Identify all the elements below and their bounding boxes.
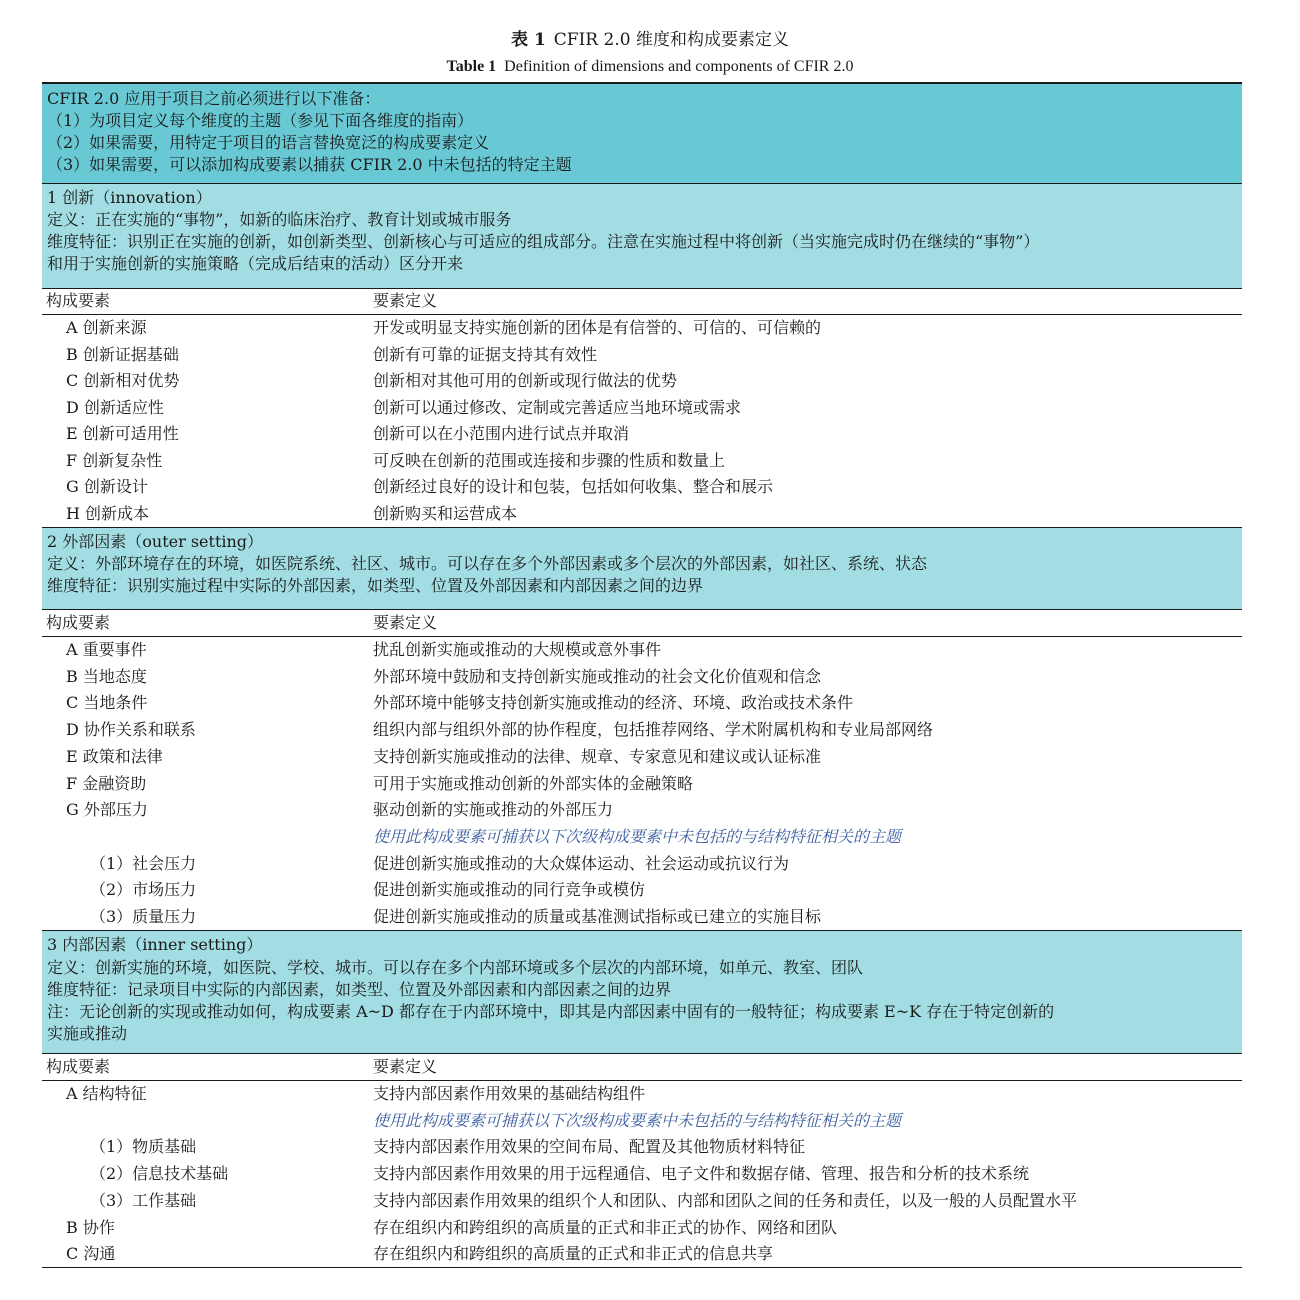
- table-row: [42, 1134, 1242, 1161]
- table-row: [42, 771, 1242, 798]
- preamble-line: CFIR 2.0 应用于项目之前必须进行以下准备：: [47, 89, 381, 108]
- column-header-definition: 要素定义: [373, 291, 438, 310]
- table-row: [42, 1241, 1242, 1268]
- definition-cell: 促进创新实施或推动的大众媒体运动、社会运动或抗议行为: [373, 853, 790, 873]
- definition-cell: 促进创新实施或推动的质量或基准测试指标或已建立的实施目标: [373, 907, 822, 926]
- component-cell: E 创新可适用性: [66, 424, 179, 443]
- table-row: [42, 448, 1242, 475]
- definition-cell: 支持创新实施或推动的法律、规章、专家意见和建议或认证标准: [373, 746, 822, 766]
- dimension-title: 1 创新（innovation）: [47, 188, 212, 207]
- definition-cell: 支持内部因素作用效果的空间布局、配置及其他物质材料特征: [373, 1137, 806, 1157]
- table-row: [42, 637, 1242, 664]
- definition-cell: 驱动创新的实施或推动的外部压力: [373, 800, 614, 820]
- table-row: [42, 1081, 1242, 1108]
- preamble-line: （1）为项目定义每个维度的主题（参见下面各维度的指南）: [47, 111, 474, 130]
- definition-cell: 支持内部因素作用效果的用于远程通信、电子文件和数据存储、管理、报告和分析的技术系统: [373, 1164, 1030, 1184]
- definition-cell: 支持内部因素作用效果的组织个人和团队、内部和团队之间的任务和责任，以及一般的人员配置水平: [373, 1190, 1078, 1210]
- table-row: [42, 744, 1242, 771]
- table-row: [42, 474, 1242, 501]
- table-row: [42, 315, 1242, 342]
- note-row: [42, 824, 1242, 851]
- definition-cell: 促进创新实施或推动的同行竞争或模仿: [373, 880, 646, 900]
- dimension-definition: 定义：创新实施的环境，如医院、学校、城市。可以存在多个内部环境或多个层次的内部环境，如单元、教室、团队: [47, 958, 864, 977]
- dimension-outer-setting: [42, 528, 1242, 609]
- dimension-feature: 维度特征：识别正在实施的创新，如创新类型、创新核心与可适应的组成部分。注意在实施过程中将创新（当实施完成时仍在继续的“事物”）: [47, 232, 1040, 251]
- table-row: [42, 342, 1242, 369]
- definition-cell: 创新可以通过修改、定制或完善适应当地环境或需求: [373, 397, 742, 417]
- column-header-row: [42, 1054, 1242, 1080]
- component-cell: A 创新来源: [66, 318, 147, 337]
- definition-cell: 创新相对其他可用的创新或现行做法的优势: [373, 371, 678, 390]
- definition-cell: 创新可以在小范围内进行试点并取消: [373, 424, 630, 443]
- table-label-zh: 表 1: [511, 30, 546, 50]
- table-title-en: Definition of dimensions and components of CFIR 2.0: [504, 58, 854, 75]
- component-cell: F 创新复杂性: [66, 450, 163, 470]
- table-row: [42, 877, 1242, 904]
- component-cell: A 重要事件: [66, 640, 147, 659]
- component-cell: （1）社会压力: [90, 853, 197, 873]
- table-row: [42, 851, 1242, 878]
- component-cell: G 外部压力: [66, 800, 148, 820]
- dimension-feature: 维度特征：记录项目中实际的内部因素，如类型、位置及外部因素和内部因素之间的边界: [47, 980, 672, 999]
- column-header-component: 构成要素: [46, 291, 111, 310]
- component-cell: （3）质量压力: [90, 907, 197, 926]
- component-cell: D 创新适应性: [66, 397, 164, 417]
- definition-cell: 组织内部与组织外部的协作程度，包括推荐网络、学术附属机构和专业局部网络: [373, 720, 934, 740]
- cfir-table: [42, 82, 1242, 1268]
- component-cell: （2）市场压力: [90, 880, 197, 900]
- component-cell: D 协作关系和联系: [66, 720, 196, 740]
- bottom-rule: [42, 1267, 1242, 1268]
- table-caption-en: [0, 55, 1300, 79]
- definition-cell: 外部环境中能够支持创新实施或推动的经济、环境、政治或技术条件: [373, 693, 854, 713]
- table-row: [42, 395, 1242, 422]
- table-row: [42, 797, 1242, 824]
- dimension-feature: 维度特征：识别实施过程中实际的外部因素，如类型、位置及外部因素和内部因素之间的边界: [47, 576, 704, 595]
- table-row: [42, 368, 1242, 395]
- definition-cell: 存在组织内和跨组织的高质量的正式和非正式的信息共享: [373, 1244, 774, 1264]
- table-caption-zh: [0, 28, 1300, 52]
- table-row: [42, 1215, 1242, 1242]
- definition-cell: 可反映在创新的范围或连接和步骤的性质和数量上: [373, 450, 726, 470]
- dimension-inner-setting: [42, 931, 1242, 1053]
- table-row: [42, 421, 1242, 448]
- table-title-zh: CFIR 2.0 维度和构成要素定义: [553, 30, 789, 50]
- dimension-definition: 定义：正在实施的“事物”，如新的临床治疗、教育计划或城市服务: [47, 210, 512, 229]
- column-header-definition: 要素定义: [373, 1057, 438, 1076]
- definition-cell: 创新购买和运营成本: [373, 503, 518, 523]
- note-text: 使用此构成要素可捕获以下次级构成要素中未包括的与结构特征相关的主题: [373, 1110, 902, 1130]
- definition-cell: 外部环境中鼓励和支持创新实施或推动的社会文化价值观和信念: [373, 666, 822, 686]
- column-header-component: 构成要素: [46, 613, 111, 632]
- dimension-note: 注：无论创新的实现或推动如何，构成要素 A~D 都存在于内部环境中，即其是内部因素中固有的一般特征；构成要素 E~K 存在于特定创新的: [47, 1002, 1055, 1021]
- component-cell: （3）工作基础: [90, 1190, 197, 1210]
- dimension-innovation: [42, 184, 1242, 288]
- component-cell: （1）物质基础: [90, 1137, 197, 1157]
- definition-cell: 创新有可靠的证据支持其有效性: [373, 344, 598, 364]
- dimension-note: 实施或推动: [47, 1024, 128, 1043]
- component-cell: （2）信息技术基础: [90, 1164, 229, 1184]
- definition-cell: 可用于实施或推动创新的外部实体的金融策略: [373, 773, 694, 793]
- table-row: [42, 904, 1242, 931]
- preamble-line: （2）如果需要，用特定于项目的语言替换宽泛的构成要素定义: [47, 133, 490, 152]
- column-header-row: [42, 288, 1242, 314]
- note-row: [42, 1108, 1242, 1135]
- dimension-definition: 定义：外部环境存在的环境，如医院系统、社区、城市。可以存在多个外部因素或多个层次的外部因素，如社区、系统、状态: [47, 554, 928, 573]
- component-cell: B 创新证据基础: [66, 344, 179, 364]
- component-cell: E 政策和法律: [66, 746, 163, 766]
- component-cell: B 协作: [66, 1217, 115, 1237]
- preamble-line: （3）如果需要，可以添加构成要素以捕获 CFIR 2.0 中未包括的特定主题: [47, 155, 572, 174]
- table-row: [42, 717, 1242, 744]
- component-cell: H 创新成本: [66, 503, 150, 523]
- component-cell: A 结构特征: [66, 1084, 147, 1103]
- table-row: [42, 1188, 1242, 1215]
- component-cell: F 金融资助: [66, 773, 147, 793]
- definition-cell: 支持内部因素作用效果的基础结构组件: [373, 1084, 646, 1103]
- table-label-en: Table 1: [446, 58, 497, 75]
- column-header-component: 构成要素: [46, 1057, 111, 1076]
- column-header-row: [42, 610, 1242, 636]
- component-cell: C 当地条件: [66, 693, 148, 713]
- component-cell: C 沟通: [66, 1244, 116, 1264]
- table-row: [42, 664, 1242, 691]
- table-row: [42, 1161, 1242, 1188]
- preamble-block: [42, 84, 1242, 183]
- dimension-feature: 和用于实施创新的实施策略（完成后结束的活动）区分开来: [47, 254, 464, 273]
- component-cell: B 当地态度: [66, 666, 147, 686]
- definition-cell: 创新经过良好的设计和包装，包括如何收集、整合和展示: [373, 477, 774, 496]
- note-text: 使用此构成要素可捕获以下次级构成要素中未包括的与结构特征相关的主题: [373, 826, 902, 846]
- component-cell: C 创新相对优势: [66, 371, 180, 390]
- dimension-title: 3 内部因素（inner setting）: [47, 935, 263, 954]
- dimension-title: 2 外部因素（outer setting）: [47, 532, 264, 551]
- definition-cell: 开发或明显支持实施创新的团体是有信誉的、可信的、可信赖的: [373, 318, 822, 337]
- table-row: [42, 501, 1242, 528]
- table-row: [42, 690, 1242, 717]
- column-header-definition: 要素定义: [373, 613, 438, 632]
- component-cell: G 创新设计: [66, 477, 148, 496]
- definition-cell: 扰乱创新实施或推动的大规模或意外事件: [373, 640, 662, 659]
- definition-cell: 存在组织内和跨组织的高质量的正式和非正式的协作、网络和团队: [373, 1217, 838, 1237]
